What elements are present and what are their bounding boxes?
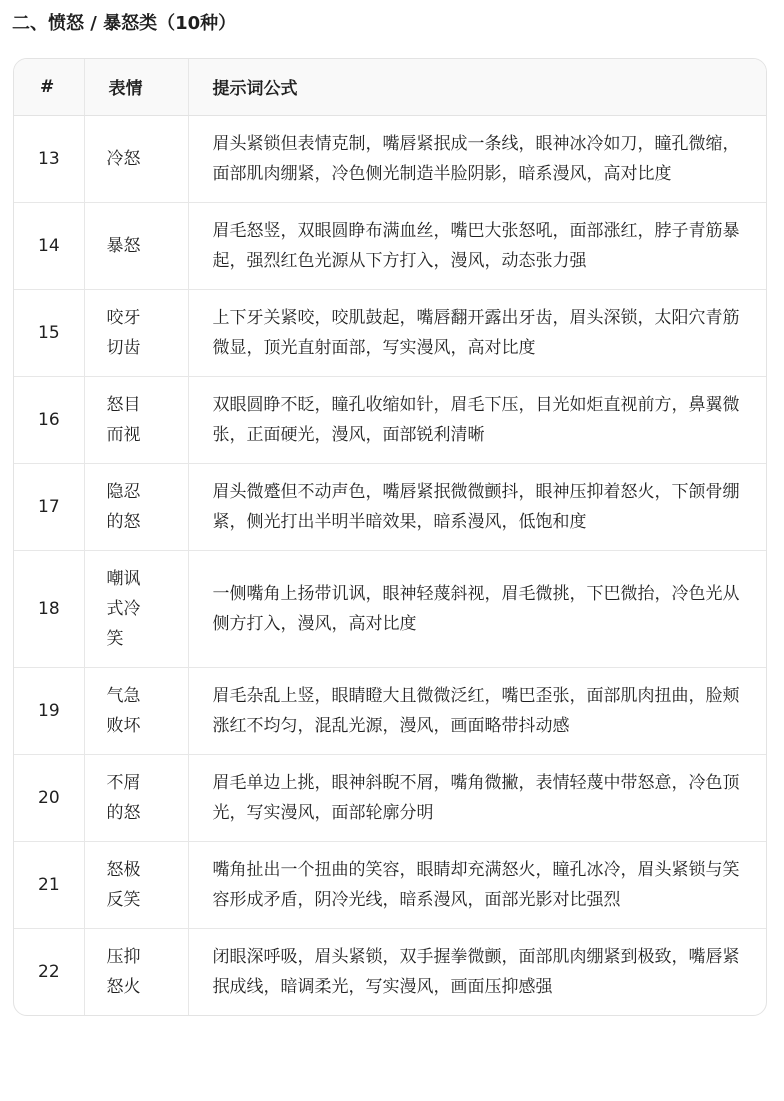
table-row [14, 754, 766, 841]
row-expression [84, 463, 188, 550]
table-body [14, 115, 766, 1015]
table-row [14, 463, 766, 550]
row-prompt: 双眼圆睁不眨，瞳孔收缩如针，眉毛下压，目光如炬直视前方，鼻翼微张，正面硬光，漫风，面部锐利清晰 [188, 376, 766, 463]
header-row [14, 59, 766, 115]
row-prompt: 眉头紧锁但表情克制，嘴唇紧抿成一条线，眼神冰冷如刀，瞳孔微缩，面部肌肉绷紧，冷色侧光制造半脸阴影，暗系漫风，高对比度 [188, 115, 766, 202]
expression-label: 暴怒 [106, 235, 141, 256]
table-row [14, 115, 766, 202]
row-expression [84, 202, 188, 289]
row-prompt: 嘴角扯出一个扭曲的笑容，眼睛却充满怒火，瞳孔冰冷，眉头紧锁与笑容形成矛盾，阴冷光线，暗系漫风，面部光影对比强烈 [188, 841, 766, 928]
row-expression [84, 754, 188, 841]
expression-label: 冷怒 [106, 148, 141, 169]
expression-label: 嘲讽式冷笑 [106, 568, 141, 649]
row-expression [84, 550, 188, 667]
row-number: 16 [14, 376, 84, 463]
row-number: 21 [14, 841, 84, 928]
expression-label: 咬牙切齿 [106, 307, 141, 358]
table-row [14, 841, 766, 928]
row-number: 22 [38, 961, 60, 982]
row-prompt: 眉头微蹙但不动声色，嘴唇紧抿微微颤抖，眼神压抑着怒火，下颌骨绷紧，侧光打出半明半暗效果，暗系漫风，低饱和度 [188, 463, 766, 550]
row-prompt: 一侧嘴角上扬带讥讽，眼神轻蔑斜视，眉毛微挑，下巴微抬，冷色光从侧方打入，漫风，高对比度 [188, 550, 766, 667]
expression-label: 怒极反笑 [106, 859, 141, 910]
section-title: 二、愤怒 / 暴怒类（10种） [12, 13, 237, 34]
row-expression [84, 928, 188, 1015]
row-prompt: 闭眼深呼吸，眉头紧锁，双手握拳微颤，面部肌肉绷紧到极致，嘴唇紧抿成线，暗调柔光，写实漫风，画面压抑感强 [188, 928, 766, 1015]
row-number: 13 [14, 115, 84, 202]
table-row [14, 550, 766, 667]
row-expression [84, 667, 188, 754]
table-row [14, 289, 766, 376]
row-expression [84, 289, 188, 376]
row-prompt: 眉毛怒竖，双眼圆睁布满血丝，嘴巴大张怒吼，面部涨红，脖子青筋暴起，强烈红色光源从下方打入，漫风，动态张力强 [188, 202, 766, 289]
row-prompt: 上下牙关紧咬，咬肌鼓起，嘴唇翻开露出牙齿，眉头深锁，太阳穴青筋微显，顶光直射面部，写实漫风，高对比度 [188, 289, 766, 376]
row-expression [84, 376, 188, 463]
table-header [14, 59, 766, 115]
header-number: # [14, 59, 84, 115]
expression-table [13, 58, 767, 1016]
row-prompt: 眉毛杂乱上竖，眼睛瞪大且微微泛红，嘴巴歪张，面部肌肉扭曲，脸颊涨红不均匀，混乱光源，漫风，画面略带抖动感 [188, 667, 766, 754]
row-number: 15 [14, 289, 84, 376]
row-number: 18 [14, 550, 84, 667]
table-row [14, 202, 766, 289]
table-row [14, 376, 766, 463]
expression-label: 怒目而视 [106, 394, 141, 445]
row-expression [84, 841, 188, 928]
expression-label: 压抑怒火 [106, 946, 141, 997]
expression-label: 不屑的怒 [106, 772, 141, 823]
expression-label: 隐忍的怒 [106, 481, 141, 532]
row-expression [84, 115, 188, 202]
row-prompt: 眉毛单边上挑，眼神斜睨不屑，嘴角微撇，表情轻蔑中带怒意，冷色顶光，写实漫风，面部轮廓分明 [188, 754, 766, 841]
header-expression: 表情 [84, 59, 188, 115]
table-row [14, 667, 766, 754]
table-row [14, 928, 766, 1015]
table [14, 59, 766, 1015]
header-prompt: 提示词公式 [188, 59, 766, 115]
row-number: 14 [14, 202, 84, 289]
row-number: 20 [14, 754, 84, 841]
row-number: 19 [14, 667, 84, 754]
expression-label: 气急败坏 [106, 685, 141, 736]
row-number: 17 [14, 463, 84, 550]
